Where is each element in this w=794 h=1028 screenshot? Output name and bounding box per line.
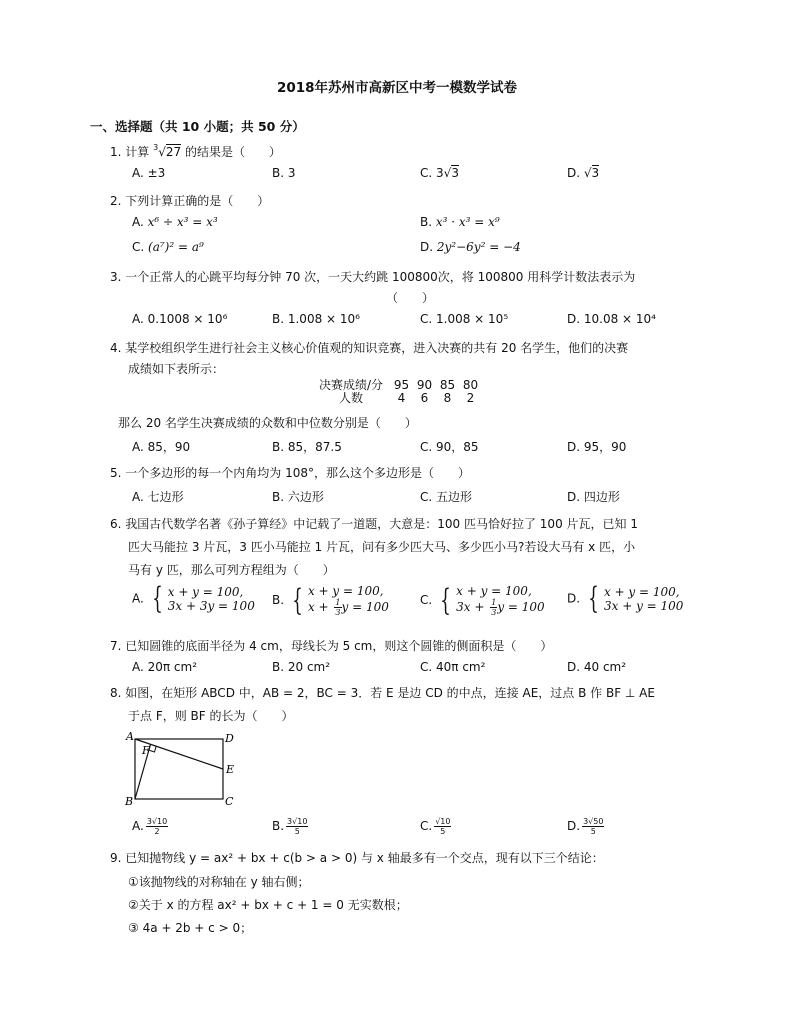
fraction-denominator: 2: [154, 827, 160, 836]
fraction: [334, 598, 341, 617]
brace-icon: {: [588, 581, 599, 616]
cube-root-symbol: 3: [153, 143, 159, 152]
q9-conclusion-3: ③ 4a + 2b + c > 0；: [128, 921, 253, 935]
equation-system: [288, 584, 389, 617]
score-table-header-row: [312, 379, 482, 392]
equation-system: [436, 584, 545, 617]
q1-option-c: [420, 166, 459, 180]
q6-option-a: [132, 581, 255, 616]
score-cell: 80: [462, 378, 479, 392]
q6-option-a-label: A.: [132, 591, 144, 606]
q2-option-b-expr: x³ · x³ = x⁹: [435, 215, 500, 229]
q6-option-d: [567, 581, 684, 616]
fraction-denominator: 3: [335, 608, 341, 617]
count-cell: 4: [397, 391, 406, 405]
q7-option-a: A. 20π cm²: [132, 660, 198, 674]
q1-option-b: B. 3: [272, 166, 296, 180]
fraction-denominator: 5: [440, 827, 446, 836]
fraction-denominator: 5: [590, 827, 596, 836]
score-cell: 85: [439, 378, 456, 392]
q6-option-b: [272, 584, 389, 617]
point-d-label: D: [225, 732, 234, 745]
equation-line: x + y = 100,: [167, 585, 244, 599]
q1-stem-suffix: 的结果是（ ）: [181, 145, 281, 159]
q8-option-b-label: B.: [272, 819, 285, 833]
count-cell: 8: [443, 391, 452, 405]
count-cell: 6: [420, 391, 429, 405]
q2-option-a-expr: x⁶ ÷ x³ = x³: [147, 215, 218, 229]
point-f-label: F: [142, 744, 150, 757]
brace-icon: {: [151, 581, 163, 616]
question-8-stem-line1: 8. 如图，在矩形 ABCD 中，AB = 2，BC = 3．若 E 是边 CD 的中点，连接 AE，过点 B 作 BF ⊥ AE: [110, 686, 655, 700]
brace-icon: {: [292, 582, 303, 618]
question-8-stem-line2: 于点 F，则 BF 的长为（ ）: [128, 709, 294, 723]
question-6-stem-line1: 6. 我国古代数学名著《孙子算经》中记载了一道题，大意是：100 匹马恰好拉了 100 片瓦，已知 1: [110, 517, 638, 531]
brace-icon: {: [440, 582, 451, 618]
equation-part: x +: [307, 600, 333, 614]
q8-option-d: [567, 817, 604, 836]
q4-option-a: A. 85，90: [132, 440, 191, 454]
q7-option-d: D. 40 cm²: [567, 660, 627, 674]
q1-stem-prefix: 1. 计算: [110, 145, 154, 159]
score-cell: 95: [393, 378, 410, 392]
equation-line: 3x + y = 100: [603, 599, 684, 613]
point-a-label: A: [126, 730, 134, 743]
q7-option-c: C. 40π cm²: [420, 660, 486, 674]
equation-line: [308, 598, 389, 617]
fraction-numerator: 3√10: [146, 817, 168, 826]
fraction-denominator: 3: [491, 608, 497, 617]
q1-option-a: A. ±3: [132, 166, 166, 180]
q2-option-c-label: C.: [132, 240, 149, 254]
equation-system: [148, 581, 255, 616]
count-cell: 2: [466, 391, 475, 405]
q4-option-d: D. 95，90: [567, 440, 627, 454]
q1-option-c-radicand: 3: [451, 166, 459, 180]
q2-option-d: [420, 240, 521, 254]
q4-option-b: B. 85，87.5: [272, 440, 342, 454]
point-b-label: B: [125, 795, 134, 808]
fraction-numerator: 3√50: [583, 817, 604, 826]
question-2-stem: 2. 下列计算正确的是（ ）: [110, 194, 270, 208]
question-6-stem-line2: 匹大马能拉 3 片瓦，3 匹小马能拉 1 片瓦，问有多少匹大马、多少匹小马?若设大马有 x 匹，小: [128, 540, 636, 554]
equation-part: 3x +: [456, 600, 489, 614]
q3-option-a: A. 0.1008 × 10⁶: [132, 312, 228, 326]
q3-option-d: D. 10.08 × 10⁴: [567, 312, 656, 326]
section-heading: 一、选择题（共 10 小题；共 50 分）: [90, 119, 305, 134]
q1-option-d-label: D.: [567, 166, 584, 180]
q8-option-b: [272, 817, 308, 836]
fraction-numerator: √10: [435, 817, 451, 826]
q8-option-a: [132, 817, 168, 836]
q5-option-b: B. 六边形: [272, 490, 324, 504]
fraction: [582, 817, 604, 836]
q6-option-c: [420, 584, 545, 617]
question-1-stem: [110, 143, 281, 160]
equation-system: [584, 581, 684, 616]
score-cell: 90: [416, 378, 433, 392]
q3-option-b: B. 1.008 × 10⁶: [272, 312, 360, 326]
rectangle-figure: [120, 728, 250, 810]
question-5-stem: 5. 一个多边形的每一个内角均为 108°，那么这个多边形是（ ）: [110, 466, 470, 480]
equation-part: y = 100: [341, 600, 389, 614]
q6-option-d-label: D.: [567, 591, 581, 606]
equation-line: x + y = 100,: [456, 584, 532, 598]
q9-conclusion-2: ②关于 x 的方程 ax² + bx + c + 1 = 0 无实数根；: [128, 898, 408, 912]
count-header: 人数: [338, 391, 363, 405]
root-sign: √: [158, 145, 166, 159]
score-table-count-row: [312, 392, 482, 405]
q5-option-d: D. 四边形: [567, 490, 620, 504]
equation-line: [456, 598, 545, 617]
fraction-numerator: 1: [491, 598, 497, 607]
equation-line: x + y = 100,: [307, 584, 384, 598]
page-title: 2018年苏州市高新区中考一模数学试卷: [276, 80, 518, 96]
q8-option-d-label: D.: [567, 819, 581, 833]
point-c-label: C: [225, 795, 234, 808]
q1-option-d-radicand: 3: [591, 166, 600, 180]
question-3-stem: 3. 一个正常人的心跳平均每分钟 70 次，一天大约跳 100800次，将 100800 用科学计数法表示为: [110, 270, 636, 284]
root-sign: √: [443, 166, 452, 180]
fraction-denominator: 5: [294, 827, 300, 836]
fraction-numerator: 3√10: [287, 817, 308, 826]
q6-option-c-label: C.: [420, 593, 433, 607]
fraction: [146, 817, 168, 836]
q1-option-c-label: C. 3: [420, 166, 444, 180]
q2-option-c: [132, 240, 204, 254]
equation-line: 3x + 3y = 100: [167, 599, 255, 613]
q2-option-a: [132, 215, 218, 229]
fraction: [434, 817, 451, 836]
q2-option-d-expr: 2y²−6y² = −4: [436, 240, 521, 254]
q8-option-c: [420, 817, 451, 836]
q2-option-b-label: B.: [420, 215, 436, 229]
q7-option-b: B. 20 cm²: [272, 660, 331, 674]
point-e-label: E: [226, 763, 235, 776]
question-7-stem: 7. 已知圆锥的底面半径为 4 cm，母线长为 5 cm，则这个圆锥的侧面积是（ ）: [110, 639, 553, 653]
q3-option-c: C. 1.008 × 10⁵: [420, 312, 509, 326]
q5-option-a: A. 七边形: [132, 490, 184, 504]
question-4-stem-line1: 4. 某学校组织学生进行社会主义核心价值观的知识竞赛，进入决赛的共有 20 名学生，他们的决赛: [110, 341, 629, 355]
q2-option-a-label: A.: [132, 215, 148, 229]
q8-option-a-label: A.: [132, 819, 144, 833]
question-4-stem-line3: 那么 20 名学生决赛成绩的众数和中位数分别是（ ）: [118, 416, 417, 430]
q3-answer-blank: （ ）: [386, 291, 435, 305]
q8-option-c-label: C.: [420, 819, 433, 833]
equation-line: x + y = 100,: [603, 585, 680, 599]
score-table: [312, 379, 482, 405]
q1-option-d: [567, 166, 599, 180]
question-4-stem-line2: 成绩如下表所示：: [128, 362, 225, 376]
question-9-stem: 9. 已知抛物线 y = ax² + bx + c(b > a > 0) 与 x 轴最多有一个交点，现有以下三个结论：: [110, 851, 604, 865]
q6-option-b-label: B.: [272, 593, 285, 607]
q5-option-c: C. 五边形: [420, 490, 473, 504]
fraction-numerator: 1: [335, 598, 341, 607]
q2-option-b: [420, 215, 500, 229]
q9-conclusion-1: ①该抛物线的对称轴在 y 轴右侧；: [128, 875, 310, 889]
fraction: [286, 817, 308, 836]
q1-radicand: 27: [165, 145, 182, 159]
question-6-stem-line3: 马有 y 匹，那么可列方程组为（ ）: [128, 563, 335, 577]
root-sign: √: [583, 166, 592, 180]
q4-option-c: C. 90，85: [420, 440, 479, 454]
equation-part: y = 100: [497, 600, 545, 614]
q2-option-d-label: D.: [420, 240, 437, 254]
q2-option-c-expr: (a⁷)² = a⁹: [148, 240, 204, 254]
score-header: 决赛成绩/分: [318, 378, 384, 392]
